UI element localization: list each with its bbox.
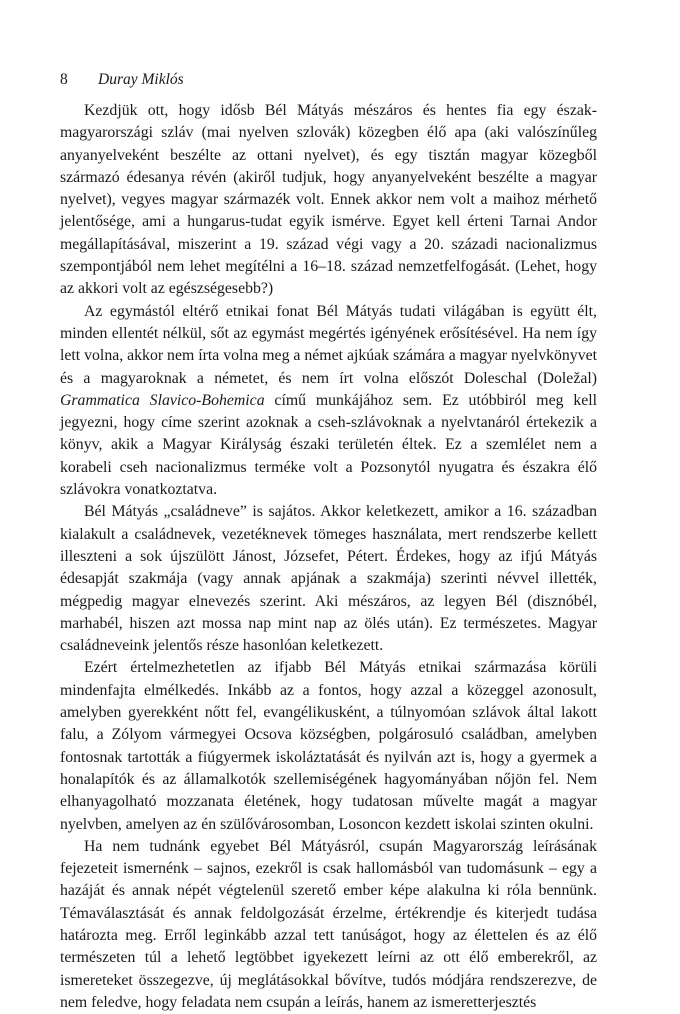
running-header-author: Duray Miklós	[98, 71, 184, 88]
paragraph-text: című munkájához sem. Ez utóbbiról meg kell jegyezni, hogy címe szerint azoknak a cseh-szlávoknak a nyelvtanáról értekezik a könyv, akik a Magyar Királyság északi területén éltek. Ez a szemlélet nem a korabeli cseh nacionalizmus terméke volt a Pozsonytól nyugatra és északra élő szlávokra vonatkoztatva.	[60, 391, 598, 499]
body-text	[60, 100, 597, 1014]
paragraph-text: Az egymástól eltérő etnikai fonat Bél Mátyás tudati világában is együtt élt, minden ellentét nélkül, sőt az egymást megértés igényének erősítésével. Ha nem így lett volna, akkor nem írta volna meg a német ajkúak számára a magyar nyelvkönyvet és a magyaroknak a németet, és nem írt volna előszót Doleschal (Doležal)	[60, 302, 597, 387]
running-header	[60, 70, 184, 90]
paragraph: Kezdjük ott, hogy idősb Bél Mátyás mészáros és hentes fia egy észak-magyarországi szláv (mai nyelven szlovák) közegben élő apa (aki valószínűleg anyanyelveként beszélte az ottani nyelvet), és egy tisztán magyar közegből származó édesanya révén (akiről tudjuk, hogy anyanyelveként beszélte a magyar nyelvet), vegyes magyar származék volt. Ennek akkor nem volt a maihoz mérhető jelentősége, ami a hungarus-tudat egyik ismérve. Egyet kell érteni Tarnai Andor megállapításával, miszerint a 19. század végi vagy a 20. századi nacionalizmus szempontjából nem lehet megítélni a 16–18. század nemzetfelfogását. (Lehet, hogy az akkori volt az egészségesebb?)	[60, 102, 597, 298]
paragraph: Bél Mátyás „családneve” is sajátos. Akkor keletkezett, amikor a 16. században kialakult a családnevek, vezetéknevek tömeges használata, mert rendszerbe kellett illeszteni a sok újszülött Jánost, Józsefet, Pétert. Érdekes, hogy az ifjú Mátyás édesapját szakmája (vagy annak apjának a szakmája) szerinti névvel illették, mégpedig magyar elnevezés szerint. Aki mészáros, az legyen Bél (disznóbél, marhabél, hiszen azt mossa nap mint nap az ölés után). Ez természetes. Magyar családneveink jelentős része hasonlóan keletkezett.	[60, 503, 597, 655]
book-title: Grammatica Slavico-Bohemica	[60, 391, 265, 409]
paragraph	[60, 301, 597, 502]
page-number: 8	[60, 71, 68, 88]
paragraph: Ezért értelmezhetetlen az ifjabb Bél Mátyás etnikai származása körüli mindenfajta elmélkedés. Inkább az a fontos, hogy azzal a közeggel azonosult, amelyben gyerekként nőtt fel, evangélikusként, a túlnyomóan szlávok által lakott falu, a Zólyom vármegyei Ocsova községben, polgárosuló családban, amelyben fontosnak tartották a fiúgyermek iskoláztatását és nyilván azt is, hogy a gyermek a honalapítók és az államalkotók szellemiségének hagyományában nőjön fel. Nem elhanyagolható mozzanata életének, hogy tudatosan művelte magát a magyar nyelvben, amelyen az én szülővárosomban, Losoncon kezdett iskolai szinten okulni.	[60, 659, 597, 833]
paragraph: Ha nem tudnánk egyebet Bél Mátyásról, csupán Magyarország leírásának fejezeteit ismernénk – sajnos, ezekről is csak hallomásból van tudomásunk – egy a hazáját és annak népét végtelenül szerető ember képe alakulna ki róla bennünk. Témaválasztását és annak feldolgozását érzelme, értékrendje és kiterjedt tudása határozta meg. Erről leginkább azzal tett tanúságot, hogy az élettelen és az élő természeten túl a lehető legtöbbet igyekezett leírni az ott élő emberekről, az ismereteket összegezve, új meglátásokkal bővítve, tudós módjára rendszerezve, de nem feledve, hogy feladata nem csupán a leírás, hanem az ismeretterjesztés	[60, 837, 597, 1011]
